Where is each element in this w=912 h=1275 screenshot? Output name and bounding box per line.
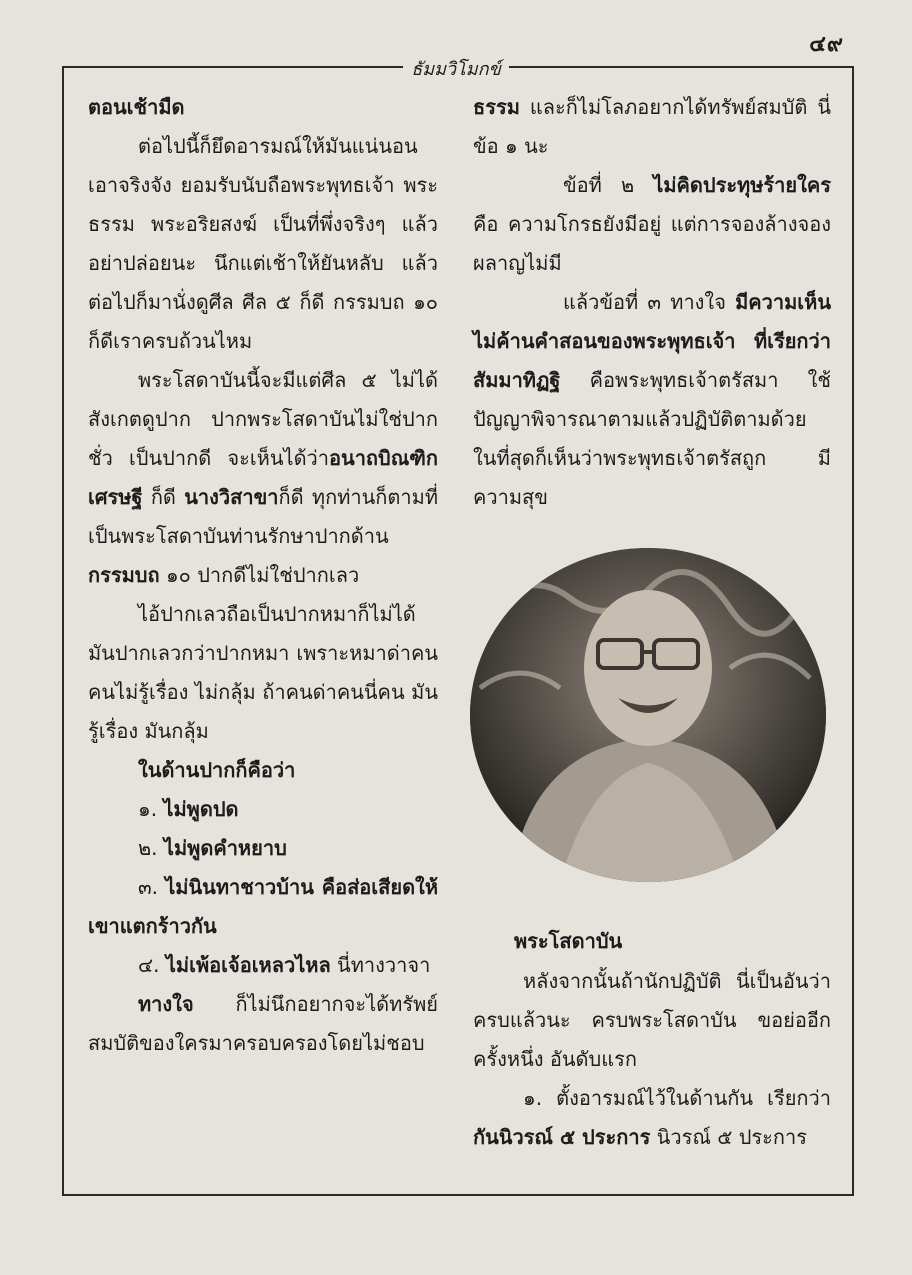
running-header <box>0 54 912 83</box>
portrait-photo-icon <box>470 548 826 882</box>
paragraph: พระโสดาบันนี้จะมีแต่ศีล ๕ ไม่ได้ สังเกตดูปาก ปากพระโสดาบันไม่ใช่ปากชั่ว เป็นปากดี จะเห็นได้ว่าอนาถบิณฑิกเศรษฐี ก็ดี นางวิสาขาก็ดี ทุกท่านก็ตามที่เป็นพระโสดาบันท่านรักษาปากด้านกรรมบถ ๑๐ ปากดีไม่ใช่ปากเลว <box>88 368 438 587</box>
paragraph: แล้วข้อที่ ๓ ทางใจ มีความเห็นไม่ค้านคำสอนของพระพุทธเจ้า ที่เรียกว่าสัมมาทิฏฐิ คือพระพุทธเจ้าตรัสมา ใช้ปัญญาพิจารณาตามแล้วปฏิบัติตามด้วย ในที่สุดก็เห็นว่าพระพุทธเจ้าตรัสถูก มีความสุข <box>473 290 831 509</box>
paragraph: ธรรม และก็ไม่โลภอยากได้ทรัพย์สมบัติ นี่ข้อ ๑ นะ <box>473 95 831 158</box>
list-item: ๓. ไม่นินทาชาวบ้าน คือส่อเสียดให้เขาแตกร้าวกัน <box>88 875 439 938</box>
section-title: พระโสดาบัน <box>514 929 623 953</box>
portrait-illustration <box>470 548 826 882</box>
paragraph: ไอ้ปากเลวถือเป็นปากหมาก็ไม่ได้ มันปากเลวกว่าปากหมา เพราะหมาด่าคน คนไม่รู้เรื่อง ไม่กลุ้ม ถ้าคนด่าคนนี่คน มันรู้เรื่อง มันกลุ้ม <box>88 602 438 743</box>
paragraph: ข้อที่ ๒ ไม่คิดประทุษร้ายใคร คือ ความโกรธยังมีอยู่ แต่การจองล้างจองผลาญไม่มี <box>473 173 831 275</box>
list-item: ๑. ไม่พูดปด <box>138 797 239 821</box>
page-number: ๔๙ <box>809 32 844 57</box>
paragraph: หลังจากนั้นถ้านักปฏิบัติ นี่เป็นอันว่าครบแล้วนะ ครบพระโสดาบัน ขอย่ออีกครั้งหนึ่ง อันดับแรก <box>473 969 831 1071</box>
list-item: ๒. ไม่พูดคำหยาบ <box>138 836 287 860</box>
right-column-bottom <box>473 962 831 1157</box>
paragraph: ทางใจ ก็ไม่นึกอยากจะได้ทรัพย์สมบัติของใครมาครอบครองโดยไม่ชอบ <box>88 992 438 1055</box>
left-column <box>88 88 438 1063</box>
paragraph: ๑. ตั้งอารมณ์ไว้ในด้านกัน เรียกว่า กันนิวรณ์ ๕ ประการ นิวรณ์ ๕ ประการ <box>473 1086 831 1149</box>
list-item: ๔. ไม่เพ้อเจ้อเหลวไหล นี่ทางวาจา <box>138 953 431 977</box>
running-header-text: ธัมมวิโมกข์ <box>403 59 509 80</box>
paragraph: ต่อไปนี้ก็ยึดอารมณ์ให้มันแน่นอน เอาจริงจัง ยอมรับนับถือพระพุทธเจ้า พระธรรม พระอริยสงฆ์ เป็นที่พึ่งจริงๆ แล้วอย่าปล่อยนะ นึกแต่เช้าให้ยันหลับ แล้วต่อไปก็มานั่งดูศีล ศีล ๕ ก็ดี กรรมบถ ๑๐ ก็ดีเราครบถ้วนไหม <box>88 134 438 353</box>
right-column <box>473 88 831 517</box>
section-heading: ตอนเช้ามืด <box>88 95 185 119</box>
paragraph: ในด้านปากก็คือว่า <box>138 758 296 782</box>
